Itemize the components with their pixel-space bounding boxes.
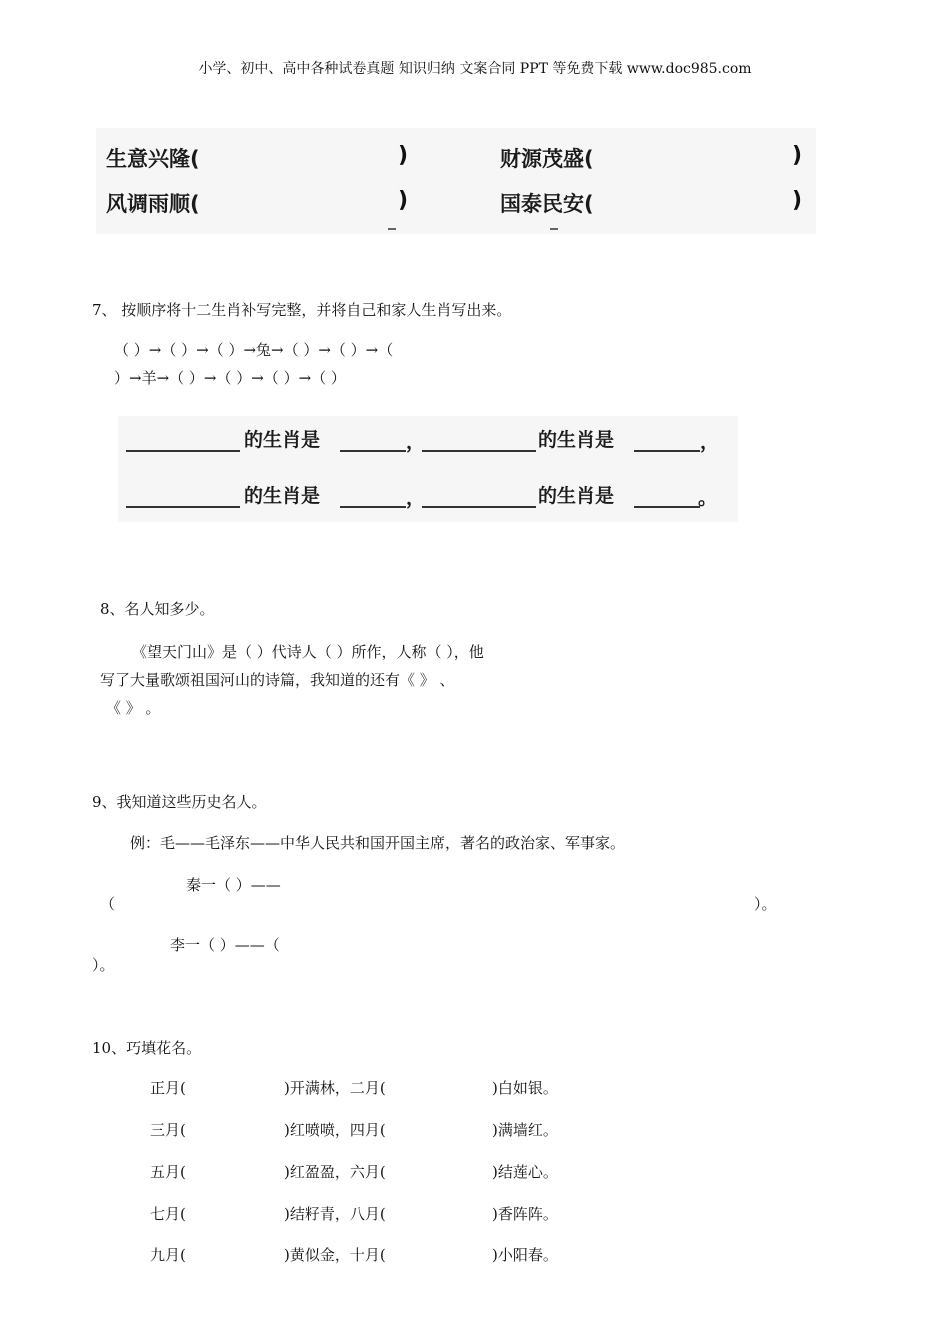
name-blank <box>422 450 536 452</box>
flower-row-b: )结籽青，八月( <box>284 1205 386 1223</box>
zodiac-blank <box>634 506 700 508</box>
flower-row-b: )红喷喷，四月( <box>284 1121 386 1139</box>
comma: ， <box>700 431 720 453</box>
q8-line2: 写了大量歌颂祖国河山的诗篇，我知道的还有《 》 、 <box>100 671 455 689</box>
q9-qin-open: （ <box>100 895 116 913</box>
phrase-label: 的生肖是 <box>538 485 615 507</box>
q9-qin: 秦一（ ）—— <box>186 876 281 894</box>
zodiac-blank <box>340 450 406 452</box>
image-tick-mark <box>388 228 396 230</box>
flower-row-a: 三月( <box>150 1121 186 1139</box>
zodiac-blank <box>634 450 700 452</box>
phrase-label: 的生肖是 <box>538 429 615 451</box>
idiom-fengtiao: 风调雨顺( <box>106 192 200 216</box>
q10-title: 10、巧填花名。 <box>92 1039 202 1057</box>
flower-row-b: )开满林，二月( <box>284 1079 386 1097</box>
q9-qin-close: ）。 <box>754 895 777 913</box>
flower-row-a: 七月( <box>150 1205 186 1223</box>
flower-row-c: )结莲心。 <box>492 1163 558 1181</box>
phrase-label: 的生肖是 <box>244 429 321 451</box>
idiom-guotai-close: ) <box>792 188 803 213</box>
period: 。 <box>698 487 718 509</box>
comma: ， <box>406 431 426 453</box>
q9-li-close: ）。 <box>92 956 115 974</box>
flower-row-a: 九月( <box>150 1246 186 1264</box>
q8-line3: 《 》 。 <box>106 699 161 717</box>
idiom-image <box>96 128 816 234</box>
q9-title: 9、我知道这些历史名人。 <box>92 793 267 811</box>
q8-line1: 《望天门山》是（ ）代诗人（ ）所作，人称（ ），他 <box>132 643 484 661</box>
image-tick-mark <box>550 228 558 230</box>
q7-zodiac-line2: ）→羊→（ ）→（ ）→（ ）→（ ） <box>114 369 346 387</box>
flower-row-c: )满墙红。 <box>492 1121 558 1139</box>
zodiac-blank <box>340 506 406 508</box>
name-blank <box>422 506 536 508</box>
q7-zodiac-line1: （ ）→（ ）→（ ）→兔→（ ）→（ ）→（ <box>114 341 394 359</box>
idiom-fengtiao-close: ) <box>398 188 409 213</box>
flower-row-b: )红盈盈，六月( <box>284 1163 386 1181</box>
flower-row-a: 正月( <box>150 1079 186 1097</box>
idiom-guotai: 国泰民安( <box>500 192 594 216</box>
flower-row-a: 五月( <box>150 1163 186 1181</box>
flower-row-c: )白如银。 <box>492 1079 558 1097</box>
page-header: 小学、初中、高中各种试卷真题 知识归纳 文案合同 PPT 等免费下载 www.doc985.com <box>198 61 752 77</box>
name-blank <box>126 506 240 508</box>
flower-row-c: )香阵阵。 <box>492 1205 558 1223</box>
idiom-caiyuan-close: ) <box>792 143 803 168</box>
phrase-label: 的生肖是 <box>244 485 321 507</box>
q8-title: 8、名人知多少。 <box>100 600 215 618</box>
flower-row-b: )黄似金，十月( <box>284 1246 386 1264</box>
idiom-shengyi: 生意兴隆( <box>106 147 200 171</box>
q9-li: 李一（ ）——（ <box>170 936 280 954</box>
q7-title: 7、 按顺序将十二生肖补写完整，并将自己和家人生肖写出来。 <box>92 301 512 319</box>
idiom-shengyi-close: ) <box>398 143 409 168</box>
q9-example: 例：毛——毛泽东——中华人民共和国开国主席，著名的政治家、军事家。 <box>130 834 626 852</box>
comma: ， <box>406 487 426 509</box>
name-blank <box>126 450 240 452</box>
idiom-caiyuan: 财源茂盛( <box>500 147 594 171</box>
flower-row-c: )小阳春。 <box>492 1246 558 1264</box>
